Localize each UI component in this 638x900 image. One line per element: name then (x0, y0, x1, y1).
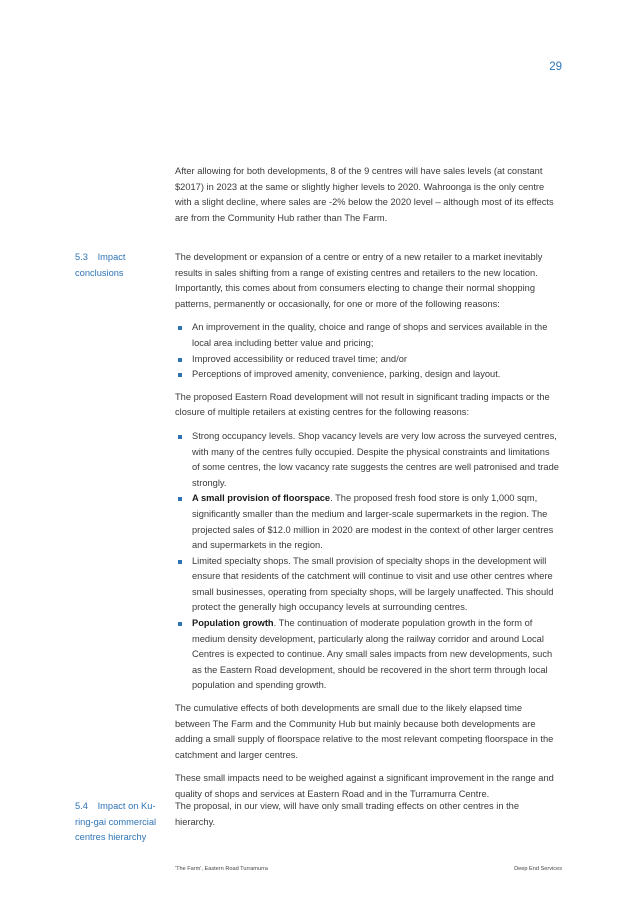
page-number: 29 (549, 61, 562, 73)
point-text: . The continuation of moderate population growth in the form of medium density development, particularly along the railway corridor and around Local Centres is expected to continue. Any small sales impacts from new developments, such as the Eastern Road development, should be recovered in the short term through local population and spending growth. (192, 618, 553, 691)
bullet-icon (178, 497, 182, 501)
list-item (175, 616, 559, 694)
point-text: . The proposed fresh food store is only 1,000 sqm, significantly smaller than the medium and larger-scale supermarkets in the region. The projected sales of $12.0 million in 2020 are modest in the context of other larger centres and supermarkets in the region. (192, 493, 554, 551)
bullet-icon (178, 622, 182, 626)
reason-text: Perceptions of improved amenity, convenience, parking, design and layout. (192, 369, 501, 380)
point-text: Limited specialty shops. The small provision of specialty shops in the development will ensure that residents of the catchment will continue to visit and use other centres where small businesses, operating from specialty shops, will be largely unaffected. This should protect the generally high occupancy levels at surrounding centres. (192, 555, 554, 613)
section-5-4-number: 5.4 (75, 801, 88, 811)
footer-right: Deep End Services (514, 866, 562, 872)
bullet-icon (178, 326, 182, 330)
bullet-icon (178, 373, 182, 377)
point-bold: A small provision of floorspace (192, 493, 331, 504)
list-item (175, 367, 559, 383)
section-5-3-body (175, 250, 559, 811)
section-5-3-title: Impact conclusions (75, 252, 126, 278)
list-item (175, 554, 559, 616)
section-5-4-para1: The proposal, in our view, will have only small trading effects on other centres in the hierarchy. (175, 801, 519, 827)
section-5-3-para4: These small impacts need to be weighed against a significant improvement in the range and quality of shops and services at Eastern Road and in the Turramurra Centre. (175, 773, 554, 799)
bullet-icon (178, 560, 182, 564)
list-item (175, 352, 559, 368)
section-5-3-number: 5.3 (75, 252, 88, 262)
reason-text: An improvement in the quality, choice and range of shops and services available in the local area including better value and pricing; (192, 322, 548, 348)
reasons-list (175, 320, 559, 382)
section-5-4-heading (75, 799, 167, 846)
section-5-4-body (175, 799, 559, 838)
footer-left: 'The Farm', Eastern Road Turramurra (175, 866, 268, 872)
point-bold: Population growth (192, 618, 274, 629)
list-item (175, 429, 559, 491)
intro-paragraph: After allowing for both developments, 8 of the 9 centres will have sales levels (at constant $2017) in 2023 at the same or slightly higher levels to 2020. Wahroonga is the only centre with a slight decline, where sales are -2% below the 2020 level – although most of its effects are from the Community Hub rather than The Farm. (175, 166, 554, 223)
bullet-icon (178, 435, 182, 439)
point-text: Strong occupancy levels. Shop vacancy levels are very low across the surveyed centres, with many of the centres fully occupied. Despite the physical constraints and limitations of some centres, the low vacancy rate suggests the centres are well patronised and trade strongly. (192, 430, 559, 488)
section-5-3-heading (75, 250, 167, 281)
section-5-3-para3: The cumulative effects of both developments are small due to the likely elapsed time between The Farm and the Community Hub but mainly because both developments are adding a small supply of floorspace relative to the most relevant competing floorspace in the catchment and larger centres. (175, 703, 554, 760)
section-5-3-para1: The development or expansion of a centre or entry of a new retailer to a market inevitably results in sales shifting from a range of existing centres and retailers to the new location. Importantly, this comes about from consumers electing to change their normal shopping patterns, permanently or occasionally, for one or more of the following reasons: (175, 252, 543, 309)
intro-block (175, 164, 559, 234)
list-item (175, 491, 559, 553)
list-item (175, 320, 559, 351)
section-5-4-title: Impact on Ku-ring-gai commercial centres hierarchy (75, 801, 157, 843)
section-5-3-para2: The proposed Eastern Road development will not result in significant trading impacts or the closure of multiple retailers at existing centres for the following reasons: (175, 391, 550, 418)
bullet-icon (178, 358, 182, 362)
reason-text: Improved accessibility or reduced travel time; and/or (192, 353, 407, 364)
points-list (175, 429, 559, 694)
